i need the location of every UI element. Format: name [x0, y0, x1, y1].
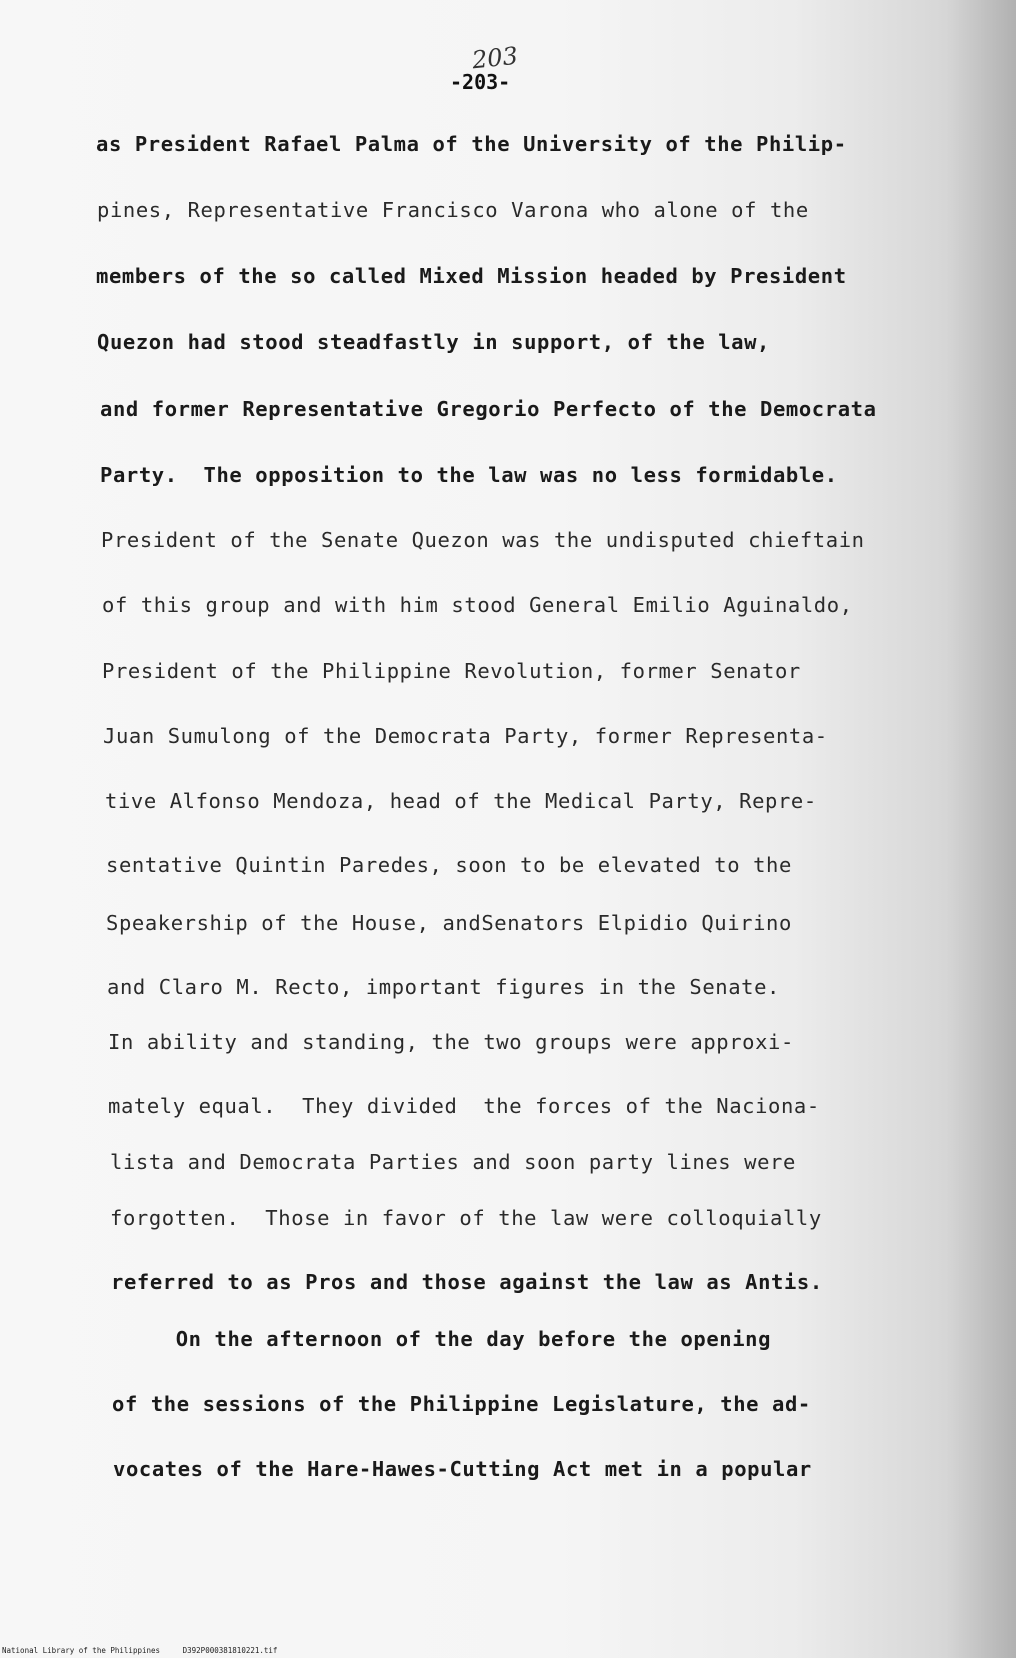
typed-page-number: -203-: [450, 70, 511, 94]
text-line: Juan Sumulong of the Democrata Party, former Representa-: [103, 724, 828, 748]
text-line: pines, Representative Francisco Varona who alone of the: [97, 198, 809, 222]
text-line: Speakership of the House, andSenators Elpidio Quirino: [106, 911, 792, 935]
text-line: Party. The opposition to the law was no less formidable.: [100, 463, 838, 487]
text-line: sentative Quintin Paredes, soon to be elevated to the: [106, 853, 792, 877]
text-line: mately equal. They divided the forces of the Naciona-: [108, 1094, 820, 1118]
text-line: On the afternoon of the day before the opening: [111, 1327, 772, 1351]
text-line: President of the Senate Quezon was the undisputed chieftain: [101, 528, 865, 552]
text-line: and Claro M. Recto, important figures in the Senate.: [107, 975, 780, 999]
text-line: and former Representative Gregorio Perfecto of the Democrata: [100, 397, 877, 421]
text-line: lista and Democrata Parties and soon party lines were: [110, 1150, 796, 1174]
text-line: Quezon had stood steadfastly in support, of the law,: [97, 330, 770, 354]
text-line: of the sessions of the Philippine Legislature, the ad-: [112, 1392, 811, 1416]
text-line: forgotten. Those in favor of the law were colloquially: [110, 1206, 822, 1230]
handwritten-page-number: 203: [470, 41, 520, 75]
scan-source-footer: National Library of the Philippines D392P000381810221.tif: [2, 1646, 278, 1655]
text-line: as President Rafael Palma of the University of the Philip-: [96, 132, 847, 156]
text-line: tive Alfonso Mendoza, head of the Medical Party, Repre-: [105, 789, 817, 813]
text-line: of this group and with him stood General Emilio Aguinaldo,: [102, 593, 853, 617]
text-line: vocates of the Hare-Hawes-Cutting Act met in a popular: [113, 1457, 812, 1481]
text-line: referred to as Pros and those against the law as Antis.: [111, 1270, 823, 1294]
text-line: In ability and standing, the two groups were approxi-: [108, 1030, 794, 1054]
text-line: President of the Philippine Revolution, former Senator: [102, 659, 801, 683]
text-line: members of the so called Mixed Mission headed by President: [96, 264, 847, 288]
